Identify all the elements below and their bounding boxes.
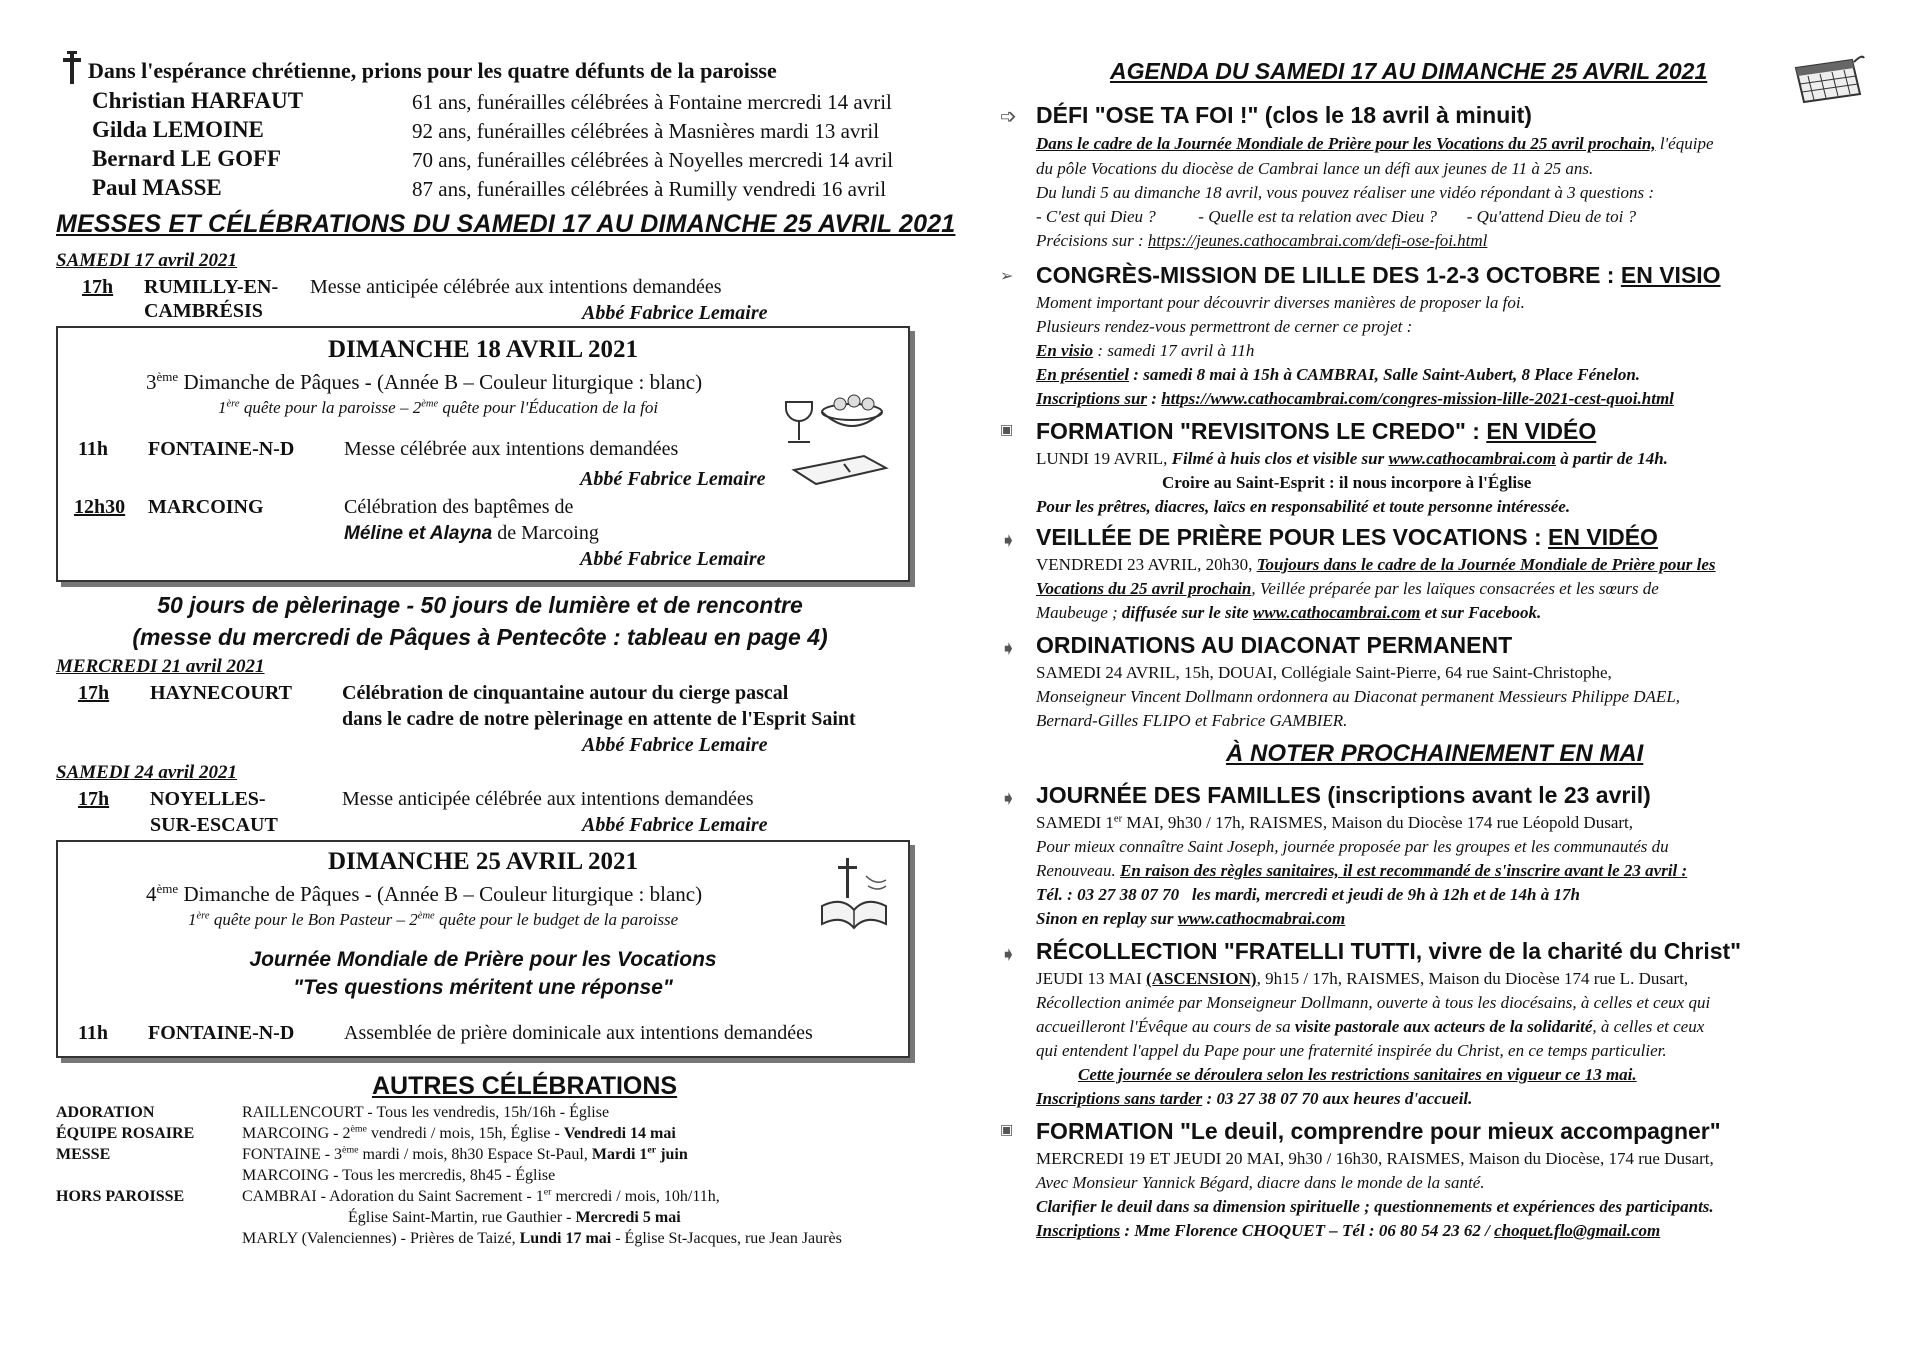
other-line: MARCOING - 2ème vendredi / mois, 15h, Église - Vendredi 14 mai xyxy=(242,1123,676,1142)
defi-link[interactable]: https://jeunes.cathocambrai.com/defi-ose-foi.html xyxy=(1147,231,1488,250)
event-place: NOYELLES- xyxy=(150,788,266,810)
other-line: CAMBRAI - Adoration du Saint Sacrement - 1er mercredi / mois, 10h/11h, xyxy=(242,1186,720,1205)
event-line: du pôle Vocations du diocèse de Cambrai lance un défi aux jeunes de 11 à 25 ans. xyxy=(1036,159,1594,178)
event-title: CONGRÈS-MISSION DE LILLE DES 1-2-3 OCTOBRE : EN VISIO xyxy=(1036,262,1721,288)
box-title: DIMANCHE 25 AVRIL 2021 xyxy=(328,848,638,875)
event-title: JOURNÉE DES FAMILLES (inscriptions avant le 23 avril) xyxy=(1036,782,1651,808)
defunt-name: Christian HARFAUT xyxy=(92,88,304,113)
event-place: CAMBRÉSIS xyxy=(144,300,263,322)
other-line: FONTAINE - 3ème mardi / mois, 8h30 Espace St-Paul, Mardi 1er juin xyxy=(242,1144,688,1163)
calendar-icon xyxy=(1790,50,1866,106)
event-time: 12h30 xyxy=(74,496,126,518)
autres-title: AUTRES CÉLÉBRATIONS xyxy=(372,1072,678,1100)
sunday-25-box xyxy=(56,840,910,1058)
quete-line: 1ère quête pour la paroisse – 2ème quête pour l'Éducation de la foi xyxy=(218,398,659,417)
event-text: Messe anticipée célébrée aux intentions demandées xyxy=(310,276,722,298)
defunt-info: 61 ans, funérailles célébrées à Fontaine mercredi 14 avril xyxy=(412,90,892,114)
event-line: JEUDI 13 MAI (ASCENSION), 9h15 / 17h, RAISMES, Maison du Diocèse 174 rue L. Dusart, xyxy=(1036,969,1689,988)
sunday-18-box xyxy=(56,326,910,582)
event-line: qui entendent l'appel du Pape pour une fraternité inspirée du Christ, en ce temps particulier. xyxy=(1036,1041,1667,1060)
chalice-bread-icon xyxy=(774,382,894,492)
event-line: Récollection animée par Monseigneur Dollmann, ouverte à tous les diocésains, à celles et ceux qui xyxy=(1036,993,1711,1012)
defunt-name: Gilda LEMOINE xyxy=(92,117,264,142)
quete-line: 1ère quête pour le Bon Pasteur – 2ème quête pour le budget de la paroisse xyxy=(188,910,679,929)
messes-title: MESSES ET CÉLÉBRATIONS DU SAMEDI 17 AU DIMANCHE 25 AVRIL 2021 xyxy=(56,210,956,238)
other-line: Église Saint-Martin, rue Gauthier - Mercredi 5 mai xyxy=(348,1209,681,1226)
event-line: Monseigneur Vincent Dollmann ordonnera au Diaconat permanent Messieurs Philippe DAEL, xyxy=(1036,687,1681,706)
event-text: Assemblée de prière dominicale aux intentions demandées xyxy=(344,1022,813,1044)
celebrant: Abbé Fabrice Lemaire xyxy=(582,302,768,324)
defunt-name: Paul MASSE xyxy=(92,175,222,200)
event-text: Célébration de cinquantaine autour du cierge pascal xyxy=(342,682,789,704)
event-line: Tél. : 03 27 38 07 70 les mardi, mercredi et jeudi de 9h à 12h et de 14h à 17h xyxy=(1036,885,1580,904)
liturgy-line: 3ème Dimanche de Pâques - (Année B – Couleur liturgique : blanc) xyxy=(146,369,703,394)
familles-link[interactable]: www.cathocmabrai.com xyxy=(1177,909,1346,928)
square-bullet-icon: ▣ xyxy=(1000,1122,1014,1138)
other-label: HORS PAROISSE xyxy=(56,1188,185,1205)
event-line: - C'est qui Dieu ? - Quelle est ta relation avec Dieu ? - Qu'attend Dieu de toi ? xyxy=(1036,207,1637,226)
cross-book-icon xyxy=(816,856,896,932)
event-line: LUNDI 19 AVRIL, Filmé à huis clos et visible sur www.cathocambrai.com à partir de 14h. xyxy=(1036,449,1668,468)
defunt-info: 92 ans, funérailles célébrées à Masnières mardi 13 avril xyxy=(412,119,880,143)
event-time: 17h xyxy=(78,682,110,704)
event-time: 11h xyxy=(78,438,109,460)
event-title: VEILLÉE DE PRIÈRE POUR LES VOCATIONS : EN VIDÉO xyxy=(1036,524,1658,550)
event-line: Vocations du 25 avril prochain, Veillée préparée par les laïques consacrées et les sœurs de xyxy=(1036,579,1659,598)
arrow-bullet-icon: ➧ xyxy=(1000,942,1017,966)
event-text: Messe anticipée célébrée aux intentions demandées xyxy=(342,788,754,810)
agenda-title: AGENDA DU SAMEDI 17 AU DIMANCHE 25 AVRIL 2021 xyxy=(1110,58,1708,84)
event-line: Croire au Saint-Esprit : il nous incorpore à l'Église xyxy=(1162,473,1532,492)
event-time: 11h xyxy=(78,1022,109,1044)
event-line: Sinon en replay sur www.cathocmabrai.com xyxy=(1036,909,1346,928)
event-line: MERCREDI 19 ET JEUDI 20 MAI, 9h30 / 16h30, RAISMES, Maison du Diocèse, 174 rue Dusart, xyxy=(1036,1149,1714,1168)
date-heading: SAMEDI 24 avril 2021 xyxy=(56,762,238,783)
other-line: RAILLENCOURT - Tous les vendredis, 15h/16h - Église xyxy=(242,1104,610,1121)
email-link[interactable]: choquet.flo@gmail.com xyxy=(1494,1221,1661,1240)
event-title: FORMATION "REVISITONS LE CREDO" : EN VIDÉO xyxy=(1036,418,1597,444)
veillee-link[interactable]: www.cathocambrai.com xyxy=(1252,603,1421,622)
celebrant: Abbé Fabrice Lemaire xyxy=(580,468,766,490)
liturgy-line: 4ème Dimanche de Pâques - (Année B – Couleur liturgique : blanc) xyxy=(146,881,703,906)
event-line: Renouveau. En raison des règles sanitaires, il est recommandé de s'inscrire avant le 23 avril : xyxy=(1036,861,1688,880)
defunt-info: 70 ans, funérailles célébrées à Noyelles mercredi 14 avril xyxy=(412,148,894,172)
date-heading: MERCREDI 21 avril 2021 xyxy=(56,656,265,677)
event-line: Précisions sur : https://jeunes.cathocambrai.com/defi-ose-foi.html xyxy=(1036,231,1488,250)
event-line: Cette journée se déroulera selon les restrictions sanitaires en vigueur ce 13 mai. xyxy=(1078,1065,1637,1084)
event-text: Célébration des baptêmes de xyxy=(344,496,574,518)
celebrant: Abbé Fabrice Lemaire xyxy=(582,734,768,756)
celebrant: Abbé Fabrice Lemaire xyxy=(580,548,766,570)
event-line: Pour les prêtres, diacres, laïcs en responsabilité et toute personne intéressée. xyxy=(1036,497,1571,516)
cross-icon xyxy=(60,50,84,86)
event-line: SAMEDI 1er MAI, 9h30 / 17h, RAISMES, Maison du Diocèse 174 rue Léopold Dusart, xyxy=(1036,813,1634,832)
pelerinage-line-1: 50 jours de pèlerinage - 50 jours de lumière et de rencontre xyxy=(157,592,803,618)
arrow-bullet-icon: ➧ xyxy=(1000,636,1017,660)
date-heading: SAMEDI 17 avril 2021 xyxy=(56,250,238,271)
journee-title: Journée Mondiale de Prière pour les Vocations xyxy=(249,948,717,971)
event-place: RUMILLY-EN- xyxy=(144,276,279,298)
event-line: Plusieurs rendez-vous permettront de cerner ce projet : xyxy=(1036,317,1413,336)
event-title: RÉCOLLECTION "FRATELLI TUTTI, vivre de la charité du Christ" xyxy=(1036,938,1742,964)
event-line: SAMEDI 24 AVRIL, 15h, DOUAI, Collégiale Saint-Pierre, 64 rue Saint-Christophe, xyxy=(1036,663,1612,682)
square-bullet-icon: ▣ xyxy=(1000,422,1014,438)
event-time: 17h xyxy=(82,276,114,298)
event-text: Méline et Alayna de Marcoing xyxy=(344,522,599,544)
credo-link[interactable]: www.cathocambrai.com xyxy=(1388,449,1556,468)
arrow-bullet-icon: ➧ xyxy=(1000,786,1017,810)
other-label: ADORATION xyxy=(56,1104,155,1121)
pelerinage-line-2: (messe du mercredi de Pâques à Pentecôte : tableau en page 4) xyxy=(132,624,828,650)
celebrant: Abbé Fabrice Lemaire xyxy=(582,814,768,836)
event-line: Avec Monsieur Yannick Bégard, diacre dans le monde de la santé. xyxy=(1036,1173,1485,1192)
event-text: Messe célébrée aux intentions demandées xyxy=(344,438,679,460)
event-line: Bernard-Gilles FLIPO et Fabrice GAMBIER. xyxy=(1036,711,1348,730)
journee-subtitle: "Tes questions méritent une réponse" xyxy=(293,976,673,999)
other-line: MARLY (Valenciennes) - Prières de Taizé, Lundi 17 mai - Église St-Jacques, rue Jean Jaurès xyxy=(242,1230,842,1247)
other-label: MESSE xyxy=(56,1146,111,1163)
event-line: Clarifier le deuil dans sa dimension spirituelle ; questionnements et expériences des participants. xyxy=(1036,1197,1714,1216)
event-time: 17h xyxy=(78,788,110,810)
event-line: En présentiel : samedi 8 mai à 15h à CAMBRAI, Salle Saint-Aubert, 8 Place Fénelon. xyxy=(1036,365,1641,384)
event-title: ORDINATIONS AU DIACONAT PERMANENT xyxy=(1036,632,1513,658)
event-place: FONTAINE-N-D xyxy=(148,1022,295,1044)
event-text: dans le cadre de notre pèlerinage en attente de l'Esprit Saint xyxy=(342,708,856,730)
event-line: VENDREDI 23 AVRIL, 20h30, Toujours dans le cadre de la Journée Mondiale de Prière pour les xyxy=(1036,555,1716,574)
event-line: Inscriptions sur : https://www.cathocambrai.com/congres-mission-lille-2021-cest-quoi.html xyxy=(1036,389,1674,408)
event-place: SUR-ESCAUT xyxy=(150,814,278,836)
arrow-bullet-icon: ➢ xyxy=(1000,266,1014,285)
event-line: Maubeuge ; diffusée sur le site www.cathocambrai.com et sur Facebook. xyxy=(1036,603,1542,622)
event-place: FONTAINE-N-D xyxy=(148,438,295,460)
event-line: Moment important pour découvrir diverses manières de proposer la foi. xyxy=(1036,293,1525,312)
arrow-bullet-icon: ➩ xyxy=(1000,104,1017,128)
event-title: FORMATION "Le deuil, comprendre pour mieux accompagner" xyxy=(1036,1118,1721,1144)
event-place: MARCOING xyxy=(148,496,264,518)
other-label: ÉQUIPE ROSAIRE xyxy=(56,1125,195,1142)
congres-link[interactable]: https://www.cathocambrai.com/congres-mission-lille-2021-cest-quoi.html xyxy=(1161,389,1674,408)
defunts-intro: Dans l'espérance chrétienne, prions pour les quatre défunts de la paroisse xyxy=(88,58,777,83)
noter-title: À NOTER PROCHAINEMENT EN MAI xyxy=(1226,740,1644,767)
event-title: DÉFI "OSE TA FOI !" (clos le 18 avril à minuit) xyxy=(1036,102,1532,128)
event-line: accueilleront l'Évêque au cours de sa visite pastorale aux acteurs de la solidarité, à celles et ceux xyxy=(1036,1017,1705,1036)
event-line: Du lundi 5 au dimanche 18 avril, vous pouvez réaliser une vidéo répondant à 3 questions : xyxy=(1036,183,1655,202)
event-place: HAYNECOURT xyxy=(150,682,292,704)
defunt-info: 87 ans, funérailles célébrées à Rumilly vendredi 16 avril xyxy=(412,177,887,201)
arrow-bullet-icon: ➧ xyxy=(1000,528,1017,552)
event-line: Inscriptions : Mme Florence CHOQUET – Tél : 06 80 54 23 62 / choquet.flo@gmail.com xyxy=(1036,1221,1661,1240)
other-line: MARCOING - Tous les mercredis, 8h45 - Église xyxy=(242,1167,556,1184)
defunt-name: Bernard LE GOFF xyxy=(92,146,282,171)
event-line: En visio : samedi 17 avril à 11h xyxy=(1036,341,1255,360)
event-line: Pour mieux connaître Saint Joseph, journée proposée par les groupes et les communautés du xyxy=(1036,837,1669,856)
event-line: Inscriptions sans tarder : 03 27 38 07 70 aux heures d'accueil. xyxy=(1036,1089,1473,1108)
box-title: DIMANCHE 18 AVRIL 2021 xyxy=(328,336,638,363)
event-line: Dans le cadre de la Journée Mondiale de Prière pour les Vocations du 25 avril prochain, l'équipe xyxy=(1036,134,1714,153)
